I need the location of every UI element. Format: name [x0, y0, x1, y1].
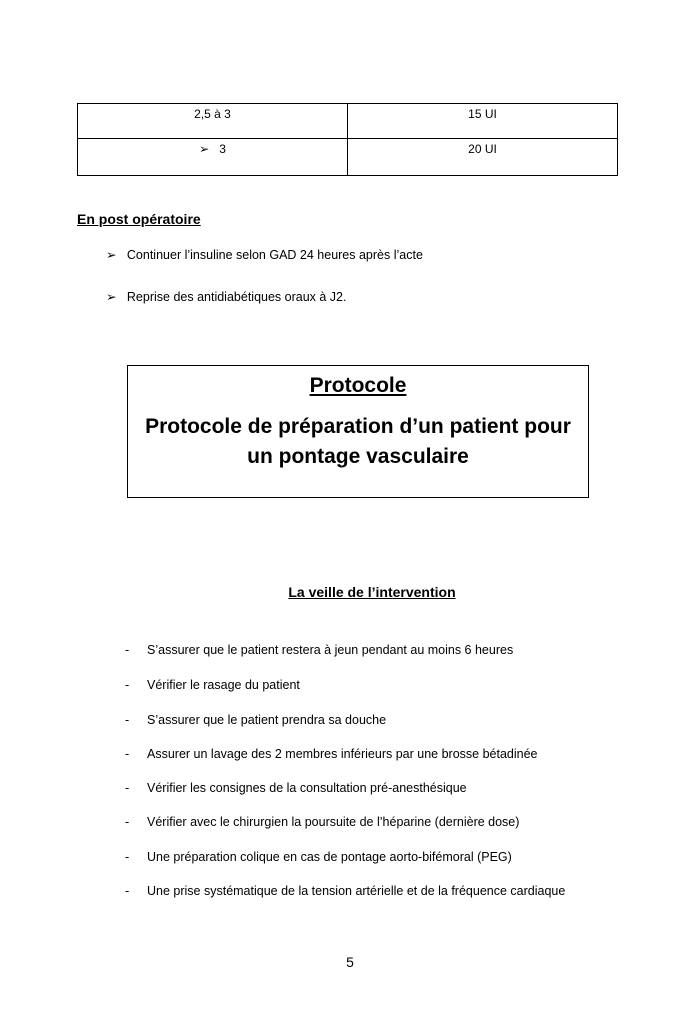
table-cell: 2,5 à 3 — [78, 104, 348, 139]
list-item: - S’assurer que le patient restera à jeun pendant au moins 6 heures — [125, 643, 514, 657]
table-cell — [78, 139, 348, 176]
list-item-text: Une prise systématique de la tension artérielle et de la fréquence cardiaque — [147, 884, 566, 898]
arrow-bullet-icon: ➢ — [106, 248, 117, 262]
page-number: 5 — [346, 954, 354, 970]
list-item — [106, 247, 423, 262]
list-item: - Une prise systématique de la tension artérielle et de la fréquence cardiaque — [125, 884, 566, 898]
post-op-heading: En post opératoire — [77, 211, 201, 227]
list-item: - Assurer un lavage des 2 membres inférieurs par une brosse bétadinée — [125, 747, 538, 761]
cell-text: 3 — [219, 142, 226, 156]
list-item-text: Assurer un lavage des 2 membres inférieurs par une brosse bétadinée — [147, 747, 538, 761]
list-item-text: Vérifier les consignes de la consultation pré-anesthésique — [147, 781, 467, 795]
dose-table — [77, 103, 618, 176]
list-item — [106, 289, 347, 304]
list-item-text: Vérifier avec le chirurgien la poursuite de l’héparine (dernière dose) — [147, 815, 520, 829]
list-item-text: S’assurer que le patient prendra sa douche — [147, 713, 387, 727]
protocol-box — [127, 365, 589, 498]
list-item-text: S’assurer que le patient restera à jeun pendant au moins 6 heures — [147, 643, 514, 657]
list-item-text: Continuer l’insuline selon GAD 24 heures après l’acte — [126, 248, 423, 262]
table-row — [78, 104, 618, 139]
list-item-text: Vérifier le rasage du patient — [147, 678, 300, 692]
table-row — [78, 139, 618, 176]
list-item: - S’assurer que le patient prendra sa douche — [125, 713, 387, 727]
list-item: - Une préparation colique en cas de pontage aorto-bifémoral (PEG) — [125, 850, 512, 864]
table-cell: 15 UI — [348, 104, 618, 139]
protocol-subtitle — [128, 412, 588, 472]
arrow-bullet-icon: ➢ — [199, 142, 210, 156]
protocol-title: Protocole — [309, 374, 407, 397]
subtitle-line: un pontage vasculaire — [247, 445, 469, 468]
list-item-text: Une préparation colique en cas de pontage aorto-bifémoral (PEG) — [147, 850, 512, 864]
list-item-text: Reprise des antidiabétiques oraux à J2. — [126, 290, 347, 304]
arrow-bullet-icon: ➢ — [106, 290, 117, 304]
list-item: - Vérifier les consignes de la consultation pré-anesthésique — [125, 781, 467, 795]
list-item: - Vérifier le rasage du patient — [125, 678, 300, 692]
subtitle-line: Protocole de préparation d’un patient pour — [145, 415, 571, 438]
table-cell: 20 UI — [348, 139, 618, 176]
list-item: - Vérifier avec le chirurgien la poursuite de l’héparine (dernière dose) — [125, 815, 520, 829]
veille-heading: La veille de l’intervention — [288, 584, 456, 600]
